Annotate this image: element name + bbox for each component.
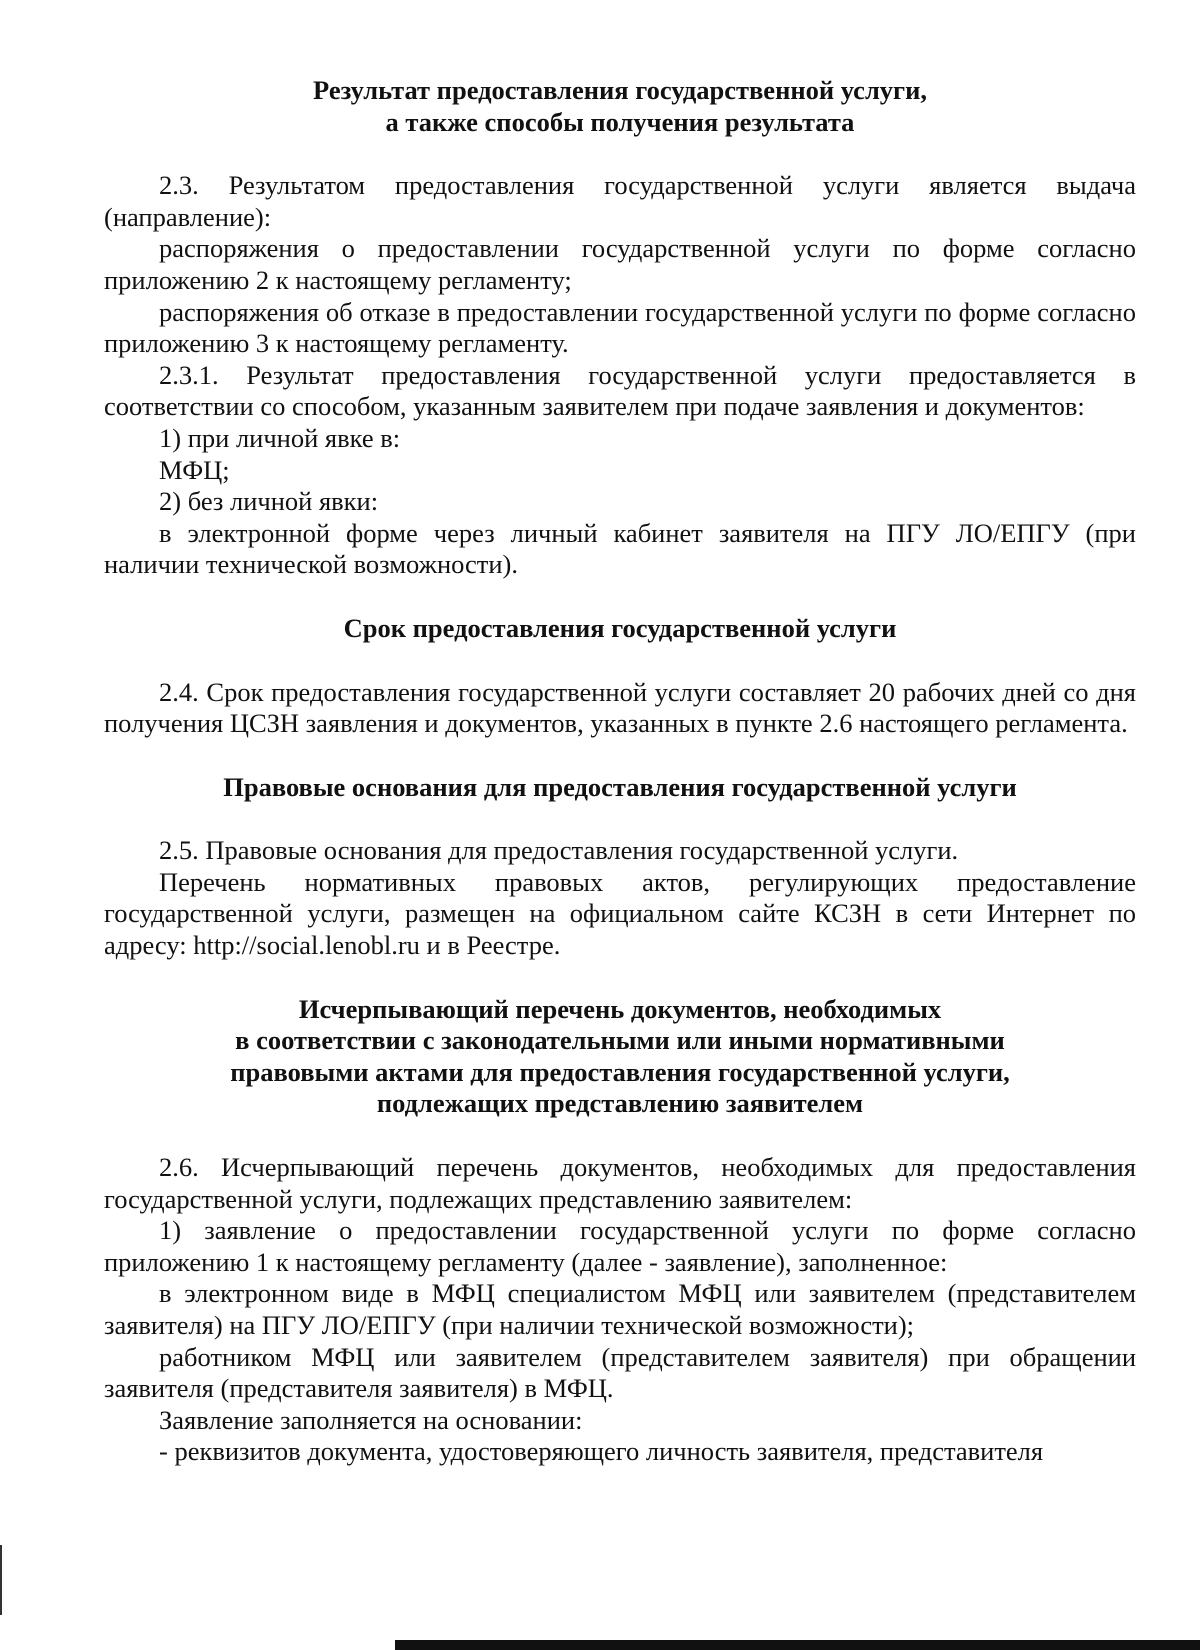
heading-line: Срок предоставления государственной услуги (343, 612, 897, 643)
heading-required-documents (104, 994, 1136, 1120)
scan-bottom-bar (395, 1640, 1200, 1650)
paragraph: распоряжения об отказе в предоставлении государственной услуги по форме согласно приложению 3 к настоящему регламенту. (104, 296, 1136, 359)
heading-line: Правовые основания для предоставления государственной услуги (223, 771, 1017, 802)
heading-line: подлежащих представлению заявителем (376, 1088, 864, 1119)
heading-legal-grounds (104, 772, 1136, 804)
paragraph: работником МФЦ или заявителем (представителем заявителя) при обращении заявителя (представителя заявителя) в МФЦ. (104, 1341, 1136, 1404)
document-body (104, 75, 1136, 1468)
heading-line: Результат предоставления государственной услуги, (312, 75, 927, 105)
paragraph: 2.4. Срок предоставления государственной услуги составляет 20 рабочих дней со дня получения ЦСЗН заявления и документов, указанных в пункте 2.6 настоящего регламента. (104, 676, 1136, 739)
heading-line: Исчерпывающий перечень документов, необходимых (298, 993, 942, 1024)
paragraph: Заявление заполняется на основании: (159, 1404, 583, 1435)
paragraph: распоряжения о предоставлении государственной услуги по форме согласно приложению 2 к настоящему регламенту; (104, 233, 1136, 295)
heading-line: в соответствии с законодательными или иными нормативными (235, 1025, 1005, 1056)
paragraph: в электронной форме через личный кабинет заявителя на ПГУ ЛО/ЕПГУ (при наличии технической возможности). (104, 517, 1136, 580)
heading-service-term (104, 613, 1136, 645)
paragraph: 2) без личной явки: (159, 486, 379, 517)
scan-edge-mark (0, 1545, 2, 1615)
paragraph: 2.3.1. Результат предоставления государственной услуги предоставляется в соответствии со способом, указанным заявителем при подаче заявления и документов: (104, 359, 1136, 422)
paragraph: Перечень нормативных правовых актов, регулирующих предоставление государственной услуги, размещен на официальном сайте КСЗН в сети Интернет по адресу: http://social.lenobl.ru и в Реестре. (104, 866, 1136, 961)
paragraph: 1) заявление о предоставлении государственной услуги по форме согласно приложению 1 к настоящему регламенту (далее - заявление), заполненное: (104, 1215, 1136, 1277)
heading-line: правовыми актами для предоставления государственной услуги, (230, 1056, 1010, 1087)
paragraph: 2.5. Правовые основания для предоставления государственной услуги. (159, 835, 959, 866)
heading-line: а также способы получения результата (385, 106, 855, 137)
paragraph: 2.3. Результатом предоставления государственной услуги является выдача (направление): (104, 170, 1136, 232)
paragraph: 1) при личной явке в: (159, 422, 401, 453)
heading-result-of-service (104, 75, 1136, 138)
paragraph: МФЦ; (159, 454, 230, 485)
paragraph: - реквизитов документа, удостоверяющего личность заявителя, представителя (159, 1436, 1044, 1467)
paragraph: в электронном виде в МФЦ специалистом МФЦ или заявителем (представителем заявителя) на ПГУ ЛО/ЕПГУ (при наличии технической возможности); (104, 1278, 1136, 1340)
paragraph: 2.6. Исчерпывающий перечень документов, необходимых для предоставления государственной услуги, подлежащих представлению заявителем: (104, 1152, 1136, 1214)
